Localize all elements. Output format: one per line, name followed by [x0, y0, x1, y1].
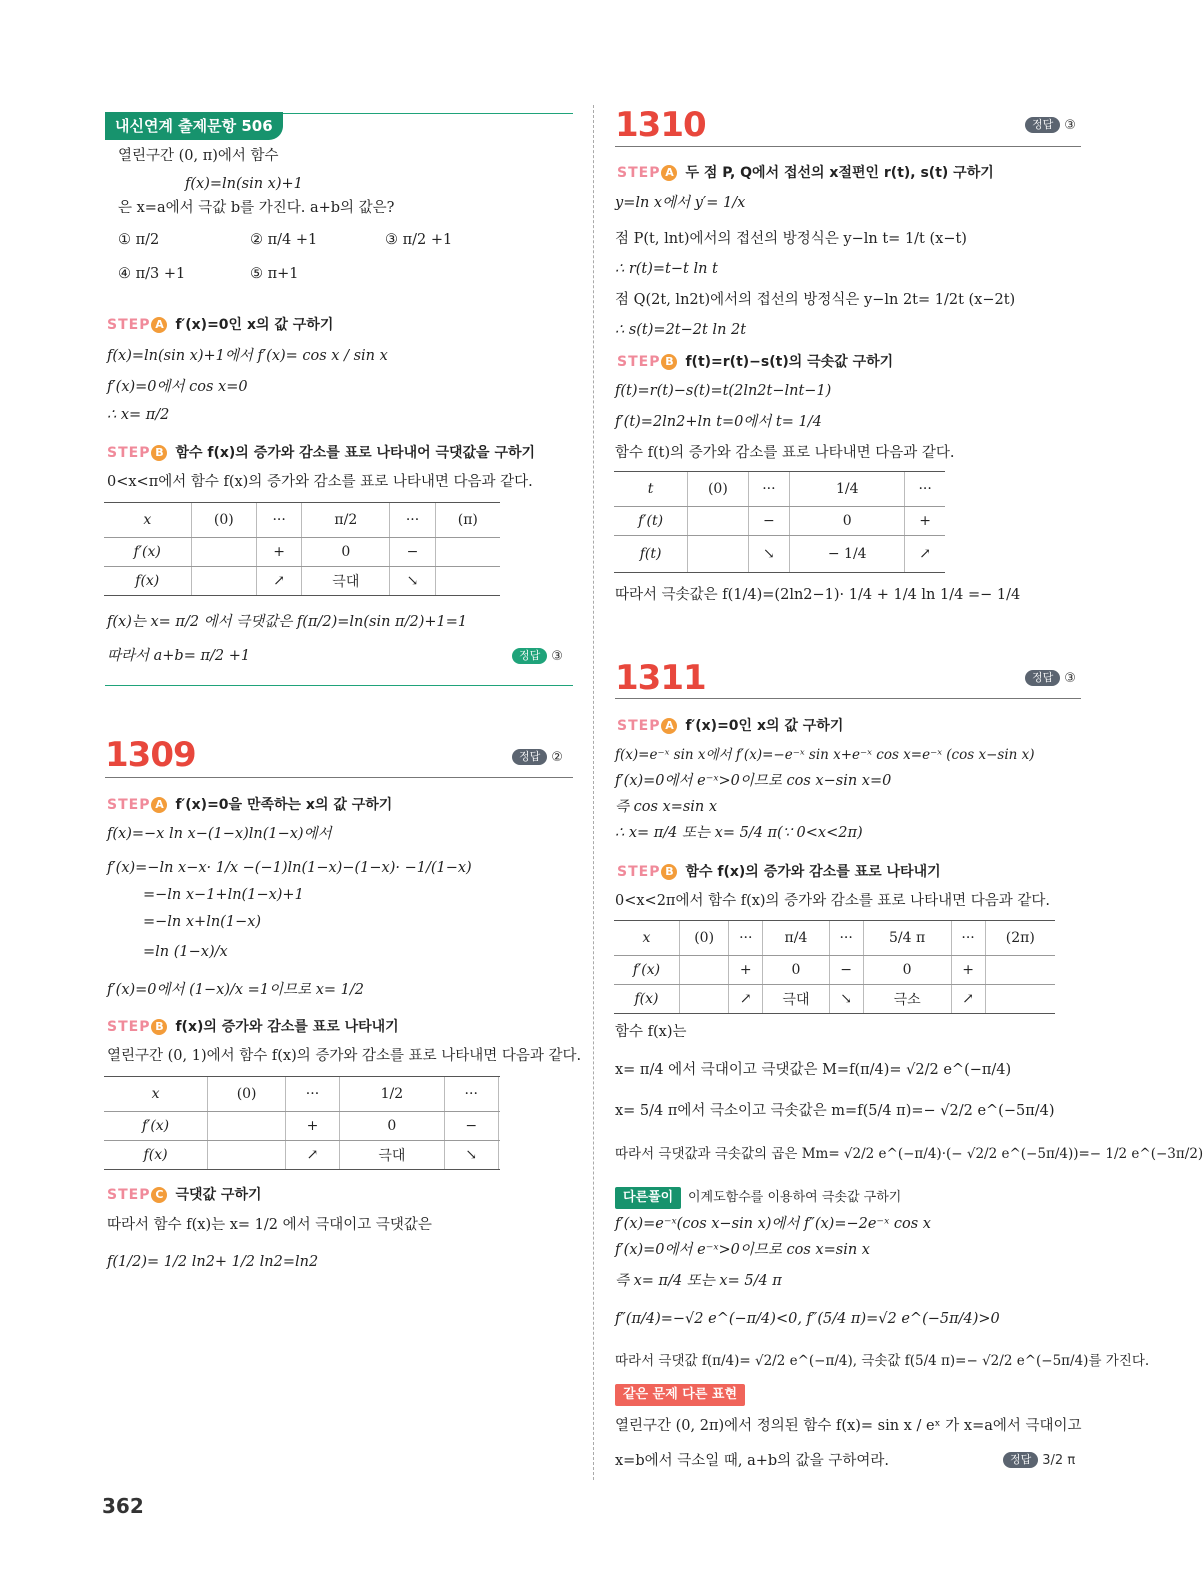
solution-line: 0<x<π에서 함수 f(x)의 증가와 감소를 표로 나타내면 다음과 같다. — [107, 474, 533, 490]
answer-badge: 정답 ② — [512, 749, 563, 767]
table-cell — [191, 538, 257, 567]
table-cell: 0 — [763, 956, 829, 985]
solution-line: 따라서 극솟값은 f(1/4)=(2ln2−1)· 1/4 + 1/4 ln 1/4 =− 1/4 — [615, 587, 1021, 603]
table-cell: (0) — [680, 921, 729, 956]
solution-line: ∴ s(t)=2t−2t ln 2t — [615, 322, 747, 338]
table-cell: 0 — [790, 507, 905, 536]
solution-line: 따라서 함수 f(x)는 x= 1/2 에서 극대이고 극댓값은 — [107, 1217, 432, 1233]
solution-line: f(1/2)= 1/2 ln2+ 1/2 ln2=ln2 — [107, 1254, 319, 1270]
table-cell: ··· — [444, 1077, 498, 1112]
answer-badge: 정답 ③ — [1025, 670, 1076, 688]
problem-number: 1311 — [615, 658, 706, 698]
solution-line: f(x)=−x ln x−(1−x)ln(1−x)에서 — [107, 826, 332, 842]
problem-number: 1309 — [105, 735, 196, 775]
step-letter-icon: B — [661, 354, 677, 370]
table-cell — [498, 1077, 500, 1112]
table-cell: + — [951, 956, 985, 985]
choice: ① π/2 — [118, 232, 160, 248]
table-cell: f′(t) — [614, 507, 688, 536]
solution-line: 따라서 극댓값과 극솟값의 곱은 Mm= √2/2 e^(−π/4)·(− √2/2 e^(−5π/4))=− 1/2 e^(−3π/2) — [615, 1146, 1203, 1162]
table-cell: 0 — [302, 538, 390, 567]
table-cell: + — [729, 956, 763, 985]
table-cell — [435, 567, 500, 596]
table-cell: ··· — [390, 503, 435, 538]
table-cell: + — [905, 507, 945, 536]
table-cell: ↘ — [748, 536, 790, 573]
step-heading: STEP B f(t)=r(t)−s(t)의 극솟값 구하기 — [617, 354, 894, 370]
table-cell: (0) — [688, 472, 748, 507]
table-cell: + — [257, 538, 302, 567]
table-cell: (0) — [208, 1077, 286, 1112]
table-cell: 1/4 — [790, 472, 905, 507]
answer-badge: 정답 3/2 π — [1003, 1452, 1075, 1470]
solution-line: x=b에서 극소일 때, a+b의 값을 구하여라. — [615, 1453, 890, 1469]
variation-table — [104, 502, 500, 596]
step-letter-icon: A — [661, 165, 677, 181]
same-problem-tag: 같은 문제 다른 표현 — [615, 1384, 745, 1406]
table-cell — [208, 1112, 286, 1141]
table-cell: f(x) — [614, 985, 680, 1014]
table-cell: + — [286, 1112, 340, 1141]
step-heading: STEP A 두 점 P, Q에서 접선의 x절편인 r(t), s(t) 구하기 — [617, 165, 994, 181]
table-cell: − 1/4 — [790, 536, 905, 573]
solution-line: ∴ x= π/2 — [107, 407, 170, 423]
solution-line: f″(π/4)=−√2 e^(−π/4)<0, f″(5/4 π)=√2 e^(−5π/4)>0 — [615, 1311, 1000, 1327]
solution-line: 점 P(t, lnt)에서의 접선의 방정식은 y−ln t= 1/t (x−t) — [615, 231, 967, 247]
table-cell: ↗ — [951, 985, 985, 1014]
step-heading: STEP B 함수 f(x)의 증가와 감소를 표로 나타내어 극댓값을 구하기 — [107, 445, 536, 461]
step-heading: STEP B 함수 f(x)의 증가와 감소를 표로 나타내기 — [617, 864, 941, 880]
table-cell: f(x) — [104, 1141, 208, 1170]
page-number: 362 — [102, 1494, 144, 1518]
table-cell: ↗ — [729, 985, 763, 1014]
solution-line: f′(x)=e⁻ˣ(cos x−sin x)에서 f″(x)=−2e⁻ˣ cos x — [615, 1216, 931, 1232]
table-cell: 1/2 — [339, 1077, 444, 1112]
solution-line: 즉 x= π/4 또는 x= 5/4 π — [615, 1273, 782, 1289]
table-cell: ··· — [951, 921, 985, 956]
step-letter-icon: A — [661, 718, 677, 734]
solution-line: 즉 cos x=sin x — [615, 799, 718, 815]
choice: ② π/4 +1 — [250, 232, 318, 248]
solution-line: 열린구간 (0, 1)에서 함수 f(x)의 증가와 감소를 표로 나타내면 다음과 같다. — [107, 1048, 582, 1064]
solution-line: f′(x)=0에서 e⁻ˣ>0이므로 cos x−sin x=0 — [615, 773, 892, 789]
solution-line: f′(t)=2ln2+ln t=0에서 t= 1/4 — [615, 414, 822, 430]
table-cell: (0) — [191, 503, 257, 538]
step-letter-icon: B — [661, 864, 677, 880]
table-cell: x — [104, 503, 191, 538]
table-cell: ↘ — [444, 1141, 498, 1170]
answer-badge: 정답 ③ — [1025, 117, 1076, 135]
table-cell: (π) — [435, 503, 500, 538]
solution-line: 열린구간 (0, 2π)에서 정의된 함수 f(x)= sin x / eˣ 가 x=a에서 극대이고 — [615, 1418, 1082, 1434]
table-cell: ↗ — [286, 1141, 340, 1170]
table-cell: 극대 — [339, 1141, 444, 1170]
step-letter-icon: C — [151, 1187, 167, 1203]
solution-line: f′(x)=0에서 cos x=0 — [107, 379, 248, 395]
table-cell: ··· — [257, 503, 302, 538]
solution-line: =−ln x+ln(1−x) — [143, 914, 262, 930]
section-rule — [615, 698, 1081, 699]
section-rule — [615, 146, 1081, 147]
step-letter-icon: B — [151, 1019, 167, 1035]
variation-table — [104, 1076, 500, 1170]
solution-line: x= 5/4 π에서 극소이고 극솟값은 m=f(5/4 π)=− √2/2 e^(−5π/4) — [615, 1103, 1055, 1119]
solution-line: x= π/4 에서 극대이고 극댓값은 M=f(π/4)= √2/2 e^(−π/4) — [615, 1062, 1012, 1078]
table-cell: ··· — [729, 921, 763, 956]
solution-line: f(x)=e⁻ˣ sin x에서 f′(x)=−e⁻ˣ sin x+e⁻ˣ cos x=e⁻ˣ (cos x−sin x) — [615, 747, 1035, 763]
table-cell: ↗ — [257, 567, 302, 596]
solution-line: 점 Q(2t, ln2t)에서의 접선의 방정식은 y−ln 2t= 1/2t (x−2t) — [615, 292, 1016, 308]
table-cell: 극대 — [763, 985, 829, 1014]
solution-line: 따라서 극댓값 f(π/4)= √2/2 e^(−π/4), 극솟값 f(5/4 π)=− √2/2 e^(−5π/4)를 가진다. — [615, 1353, 1150, 1369]
table-cell: π/2 — [302, 503, 390, 538]
table-cell — [985, 956, 1055, 985]
solution-line: f(x)=ln(sin x)+1에서 f′(x)= cos x / sin x — [107, 348, 388, 364]
choice: ③ π/2 +1 — [385, 232, 453, 248]
table-cell — [688, 507, 748, 536]
table-cell: π/4 — [763, 921, 829, 956]
section-rule — [105, 685, 573, 686]
table-cell — [680, 956, 729, 985]
table-cell: f(t) — [614, 536, 688, 573]
table-cell: − — [829, 956, 863, 985]
table-cell: f′(x) — [104, 538, 191, 567]
table-cell: (2π) — [985, 921, 1055, 956]
answer-badge: 정답 ③ — [512, 648, 563, 666]
table-cell: ··· — [286, 1077, 340, 1112]
table-cell — [498, 1141, 500, 1170]
solution-line: f′(x)=0에서 e⁻ˣ>0이므로 cos x=sin x — [615, 1242, 870, 1258]
solution-line: ∴ r(t)=t−t ln t — [615, 261, 718, 277]
problem-text: 열린구간 (0, π)에서 함수 — [118, 148, 279, 164]
solution-line: 따라서 a+b= π/2 +1 — [107, 648, 251, 664]
table-cell — [688, 536, 748, 573]
table-cell — [208, 1141, 286, 1170]
table-cell — [680, 985, 729, 1014]
step-letter-icon: B — [151, 445, 167, 461]
table-cell — [191, 567, 257, 596]
solution-line: 0<x<2π에서 함수 f(x)의 증가와 감소를 표로 나타내면 다음과 같다. — [615, 893, 1050, 909]
solution-line: 함수 f(x)는 — [615, 1024, 687, 1040]
table-cell: ··· — [829, 921, 863, 956]
table-cell — [985, 985, 1055, 1014]
problem-text: 은 x=a에서 극값 b를 가진다. a+b의 값은? — [118, 200, 395, 216]
table-cell: ↗ — [905, 536, 945, 573]
table-cell — [498, 1112, 500, 1141]
table-cell: ↘ — [390, 567, 435, 596]
solution-line: =ln (1−x)/x — [143, 944, 228, 960]
table-cell: 0 — [339, 1112, 444, 1141]
table-cell — [435, 538, 500, 567]
alt-solution-tag: 다른풀이 — [615, 1187, 681, 1209]
table-cell: f′(x) — [104, 1112, 208, 1141]
table-cell: ··· — [905, 472, 945, 507]
problem-banner: 내신연계 출제문항 506 — [105, 112, 283, 140]
solution-line: 함수 f(t)의 증가와 감소를 표로 나타내면 다음과 같다. — [615, 445, 955, 461]
table-cell: − — [390, 538, 435, 567]
table-cell: 극소 — [863, 985, 951, 1014]
solution-line: ∴ x= π/4 또는 x= 5/4 π(∵ 0<x<2π) — [615, 825, 863, 841]
step-letter-icon: A — [151, 797, 167, 813]
solution-line: =−ln x−1+ln(1−x)+1 — [143, 887, 304, 903]
table-cell: ↘ — [829, 985, 863, 1014]
choice: ④ π/3 +1 — [118, 266, 186, 282]
problem-function: f(x)=ln(sin x)+1 — [185, 176, 303, 192]
section-rule — [105, 777, 573, 778]
table-cell: 0 — [863, 956, 951, 985]
solution-line: y=ln x에서 y′= 1/x — [615, 195, 746, 211]
step-heading: STEP A f′(x)=0을 만족하는 x의 값 구하기 — [107, 797, 393, 813]
problem-number: 1310 — [615, 105, 706, 145]
table-cell: f′(x) — [614, 956, 680, 985]
table-cell: x — [104, 1077, 208, 1112]
alt-solution-title: 이계도함수를 이용하여 극솟값 구하기 — [688, 1190, 902, 1205]
table-cell: − — [748, 507, 790, 536]
step-heading: STEP A f′(x)=0인 x의 값 구하기 — [107, 317, 334, 333]
table-cell: f(x) — [104, 567, 191, 596]
table-cell: 5/4 π — [863, 921, 951, 956]
solution-line: f(t)=r(t)−s(t)=t(2ln2t−lnt−1) — [615, 383, 832, 399]
step-heading: STEP A f′(x)=0인 x의 값 구하기 — [617, 718, 844, 734]
solution-line: f′(x)=−ln x−x· 1/x −(−1)ln(1−x)−(1−x)· −1/(1−x) — [107, 860, 472, 876]
choice: ⑤ π+1 — [250, 266, 299, 282]
step-letter-icon: A — [151, 317, 167, 333]
step-heading: STEP B f(x)의 증가와 감소를 표로 나타내기 — [107, 1019, 399, 1035]
variation-table — [614, 920, 1055, 1014]
variation-table — [614, 471, 945, 573]
table-cell: − — [444, 1112, 498, 1141]
step-heading: STEP C 극댓값 구하기 — [107, 1187, 262, 1203]
column-divider — [593, 105, 594, 1480]
solution-line: f′(x)=0에서 (1−x)/x =1이므로 x= 1/2 — [107, 982, 364, 998]
table-cell: x — [614, 921, 680, 956]
table-cell: ··· — [748, 472, 790, 507]
solution-line: f(x)는 x= π/2 에서 극댓값은 f(π/2)=ln(sin π/2)+1=1 — [107, 614, 468, 630]
table-cell: t — [614, 472, 688, 507]
table-cell: 극대 — [302, 567, 390, 596]
